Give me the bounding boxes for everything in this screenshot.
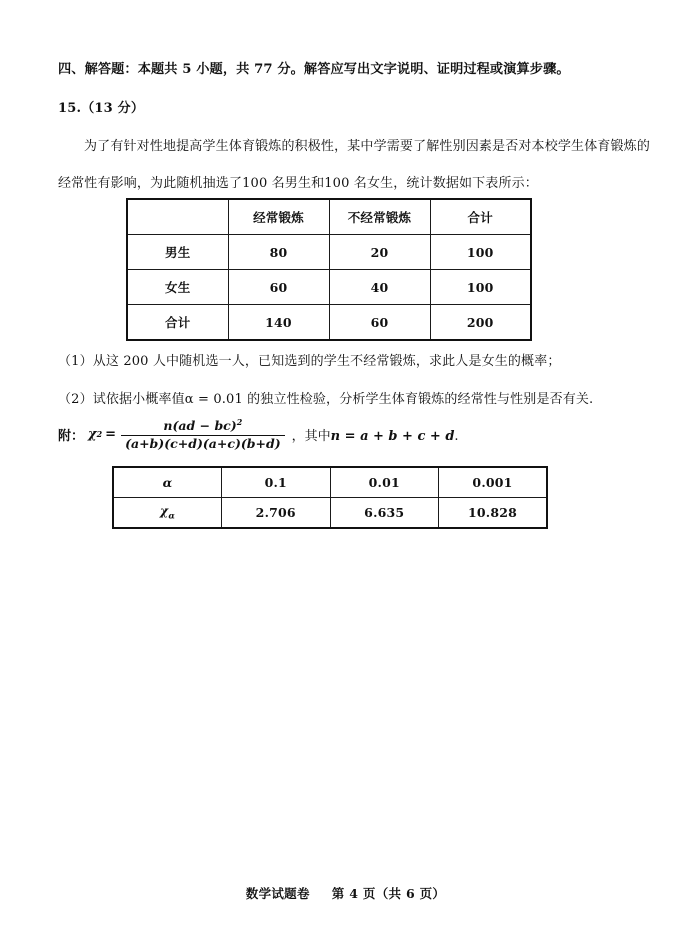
critical-value-table: [112, 466, 548, 529]
row-label-female: 女生: [127, 270, 228, 305]
question-stem: 为了有针对性地提高学生体育锻炼的积极性，某中学需要了解性别因素是否对本校学生体育锻炼的经常性有影响，为此随机抽选了100 名男生和100 名女生，统计数据如下表所示：: [58, 139, 650, 191]
sub-question-2: [58, 388, 658, 407]
cell-male-regular: 80: [228, 235, 329, 270]
sub-question-2-label: （2）: [58, 392, 93, 407]
cell-alpha-1: 0.01: [330, 467, 439, 498]
cell-female-irregular: 40: [329, 270, 430, 305]
table-row: [113, 467, 547, 498]
section-header: 四、解答题：本题共 5 小题，共 77 分。解答应写出文字说明、证明过程或演算步骤。: [58, 62, 570, 77]
sub-question-1: [58, 350, 658, 369]
row-label-alpha: α: [113, 467, 222, 498]
sub-question-1-text: 从这 200 人中随机选一人，已知选到的学生不经常锻炼，求此人是女生的概率；: [92, 354, 561, 369]
cell-male-total: 100: [430, 235, 531, 270]
row-label-chi-alpha: $\chi_\alpha$: [113, 498, 222, 529]
question-number: 15.（13 分）: [58, 101, 145, 116]
cell-total-regular: 140: [228, 305, 329, 341]
formula-equals: =: [105, 426, 117, 442]
table-header-regular-exercise: 经常锻炼: [228, 199, 329, 235]
page-footer: [0, 884, 691, 902]
cell-chi-2: 10.828: [439, 498, 548, 529]
cell-male-irregular: 20: [329, 235, 430, 270]
table-header-irregular-exercise: 不经常锻炼: [329, 199, 430, 235]
footer-subject: 数学试题卷: [245, 886, 310, 901]
cell-chi-1: 6.635: [330, 498, 439, 529]
table-row: [113, 498, 547, 529]
table-row: [127, 235, 531, 270]
formula-fraction: [121, 418, 285, 451]
footer-page-info: 第 4 页（共 6 页）: [331, 886, 446, 901]
formula-label: 附：: [58, 428, 85, 444]
row-label-male: 男生: [127, 235, 228, 270]
formula-lhs-exponent: 2: [96, 429, 103, 440]
table-row: [127, 270, 531, 305]
formula-tail: ，其中n = a + b + c + d.: [291, 428, 459, 444]
sub-question-2-text: 试依据小概率值α = 0.01 的独立性检验，分析学生体育锻炼的经常性与性别是否有关.: [92, 392, 594, 407]
table-header-corner: [127, 199, 228, 235]
cell-chi-0: 2.706: [222, 498, 331, 529]
table-header-total: 合计: [430, 199, 531, 235]
cell-total-irregular: 60: [329, 305, 430, 341]
formula-numerator: n(ad − bc)$^2$: [163, 417, 243, 434]
row-label-total: 合计: [127, 305, 228, 341]
formula-lhs: χ: [88, 426, 97, 442]
formula-expression: [88, 418, 459, 451]
chi-square-formula: [58, 418, 459, 451]
table-header-row: [127, 199, 531, 235]
sub-question-1-label: （1）: [58, 354, 93, 369]
formula-denominator: (a+b)(c+d)(a+c)(b+d): [121, 435, 285, 451]
cell-grand-total: 200: [430, 305, 531, 341]
cell-female-regular: 60: [228, 270, 329, 305]
cell-female-total: 100: [430, 270, 531, 305]
cell-alpha-2: 0.001: [439, 467, 548, 498]
table-row: [127, 305, 531, 341]
contingency-table: [126, 198, 532, 341]
cell-alpha-0: 0.1: [222, 467, 331, 498]
